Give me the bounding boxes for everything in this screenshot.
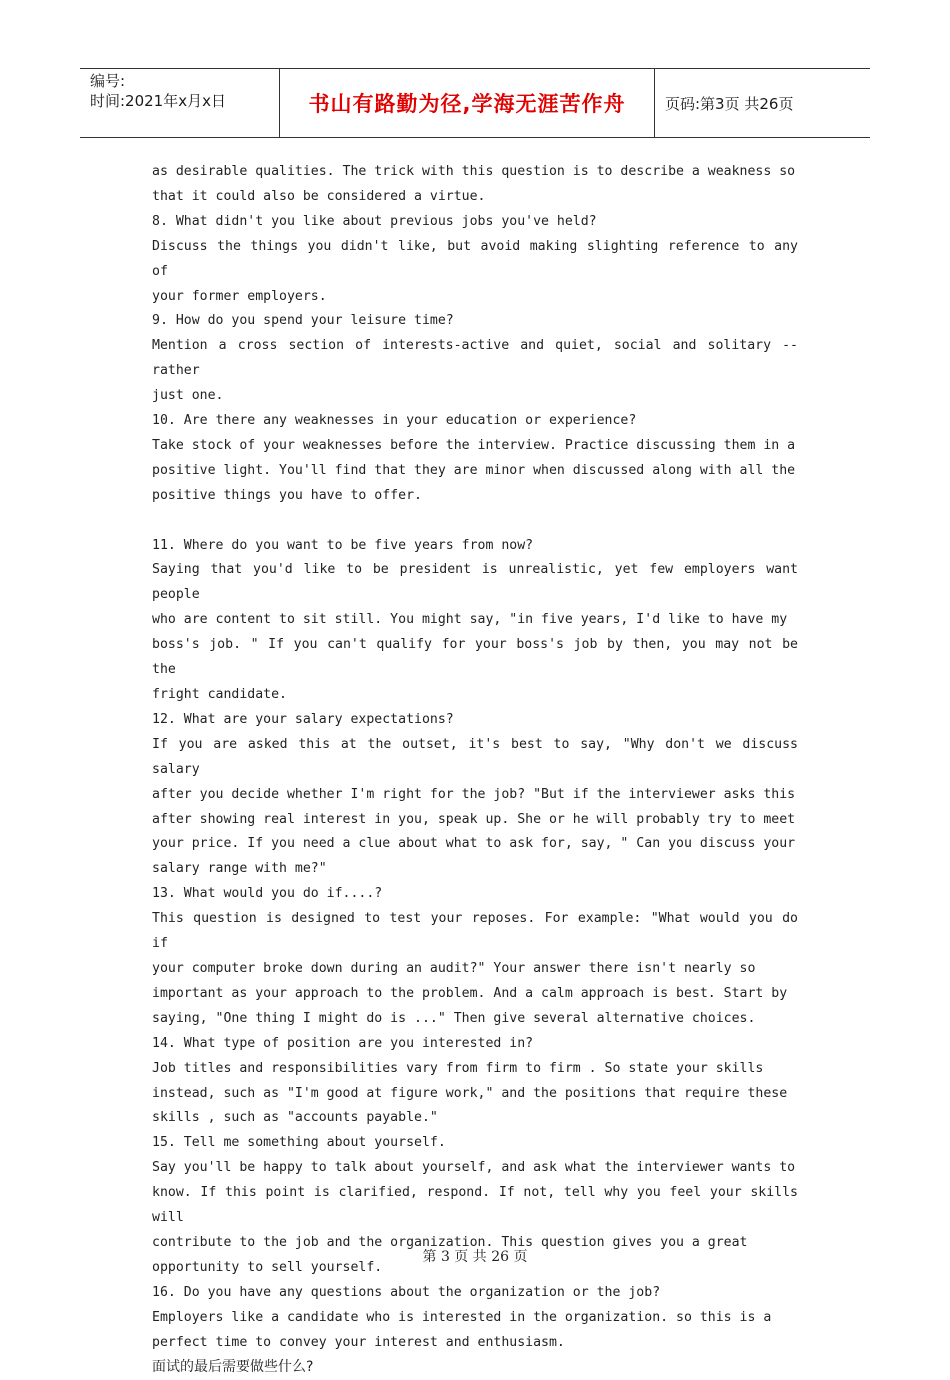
text-line: Take stock of your weaknesses before the interview. Practice discussing them in a <box>152 437 796 453</box>
text-line: as desirable qualities. The trick with this question is to describe a weakness so <box>152 164 796 179</box>
document-date: 时间:2021年x月x日 <box>90 92 226 110</box>
text-line: after you decide whether I'm right for the job? "But if the interviewer asks this <box>152 786 796 802</box>
text-line: 14. What type of position are you interested in? <box>152 1035 534 1051</box>
text-line: skills , such as "accounts payable." <box>152 1110 438 1126</box>
text-line: positive things you have to offer. <box>152 487 422 503</box>
text-line: opportunity to sell yourself. <box>152 1259 383 1275</box>
text-line: your former employers. <box>152 288 327 304</box>
document-body <box>152 160 798 1380</box>
text-line: fright candidate. <box>152 687 287 703</box>
text-line: Mention a cross section of interests-active and quiet, social and solitary -- rather <box>152 338 798 379</box>
text-line: boss's job. " If you can't qualify for your boss's job by then, you may not be the <box>152 637 798 678</box>
text-line: perfect time to convey your interest and enthusiasm. <box>152 1334 565 1350</box>
text-line: your computer broke down during an audit?" Your answer there isn't nearly so <box>152 960 756 976</box>
header-meta <box>80 69 280 137</box>
text-line: 16. Do you have any questions about the organization or the job? <box>152 1284 661 1300</box>
text-line: 12. What are your salary expectations? <box>152 711 454 727</box>
text-line: your price. If you need a clue about what to ask for, say, " Can you discuss your <box>152 836 796 852</box>
text-line: just one. <box>152 388 224 404</box>
text-line: Say you'll be happy to talk about yourself, and ask what the interviewer wants to <box>152 1160 796 1176</box>
text-line: If you are asked this at the outset, it's best to say, "Why don't we discuss salary <box>152 736 798 777</box>
text-line: 13. What would you do if....? <box>152 886 383 902</box>
document-number-label: 编号: <box>90 72 126 90</box>
text-line: that it could also be considered a virtue. <box>152 188 486 204</box>
text-line: 11. Where do you want to be five years from now? <box>152 537 534 553</box>
text-line: salary range with me?" <box>152 861 327 877</box>
text-line: know. If this point is clarified, respond. If not, tell why you feel your skills will <box>152 1185 798 1226</box>
text-line: who are content to sit still. You might say, "in five years, I'd like to have my <box>152 612 788 628</box>
text-line: 面试的最后需要做些什么? <box>152 1359 314 1376</box>
header-page-number: 页码:第3页 共26页 <box>665 94 794 113</box>
text-line: after showing real interest in you, speak up. She or he will probably try to meet <box>152 811 796 827</box>
text-line: Discuss the things you didn't like, but avoid making slighting reference to any of <box>152 238 798 279</box>
text-line: positive light. You'll find that they are minor when discussed along with all the <box>152 462 796 478</box>
text-line: contribute to the job and the organization. This question gives you a great <box>152 1234 748 1250</box>
text-line: Employers like a candidate who is interested in the organization. so this is a <box>152 1309 772 1325</box>
text-line: This question is designed to test your reposes. For example: "What would you do if <box>152 911 798 952</box>
text-line: important as your approach to the problem. And a calm approach is best. Start by <box>152 985 788 1001</box>
text-line: 9. How do you spend your leisure time? <box>152 313 454 329</box>
text-line: Job titles and responsibilities vary from firm to firm . So state your skills <box>152 1060 764 1076</box>
text-line: 8. What didn't you like about previous jobs you've held? <box>152 213 597 229</box>
page-footer: 第 3 页 共 26 页 <box>422 1249 528 1265</box>
text-line: Saying that you'd like to be president is unrealistic, yet few employers want people <box>152 562 798 603</box>
text-line: 10. Are there any weaknesses in your education or experience? <box>152 413 637 429</box>
page-header <box>80 68 870 138</box>
header-motto: 书山有路勤为径,学海无涯苦作舟 <box>280 69 655 137</box>
text-line: saying, "One thing I might do is ..." Then give several alternative choices. <box>152 1010 756 1026</box>
text-line: instead, such as "I'm good at figure work," and the positions that require these <box>152 1085 788 1101</box>
blank-line <box>152 509 798 534</box>
text-line: 15. Tell me something about yourself. <box>152 1135 446 1151</box>
